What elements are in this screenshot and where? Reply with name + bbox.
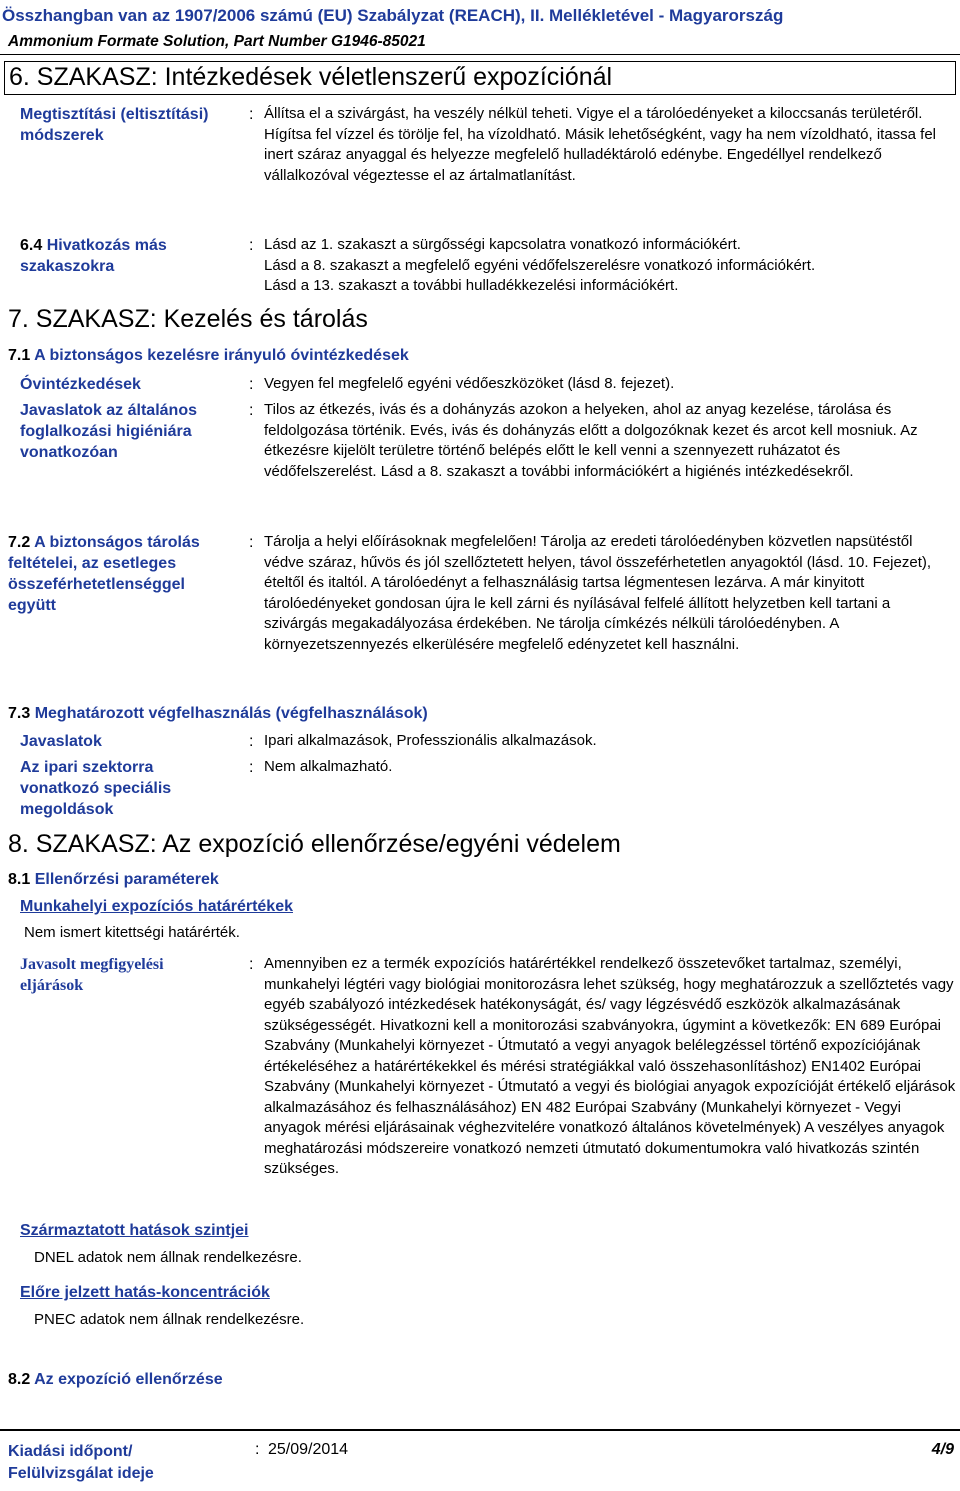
refs-label-num: 6.4 <box>20 237 43 254</box>
refs-line-1: Lásd az 1. szakaszt a sürgősségi kapcsolatra vonatkozó információkért. <box>264 236 741 253</box>
footer-colon: : <box>255 1441 260 1458</box>
section-6-title: 6. SZAKASZ: Intézkedések véletlenszerű expozíciónál <box>4 61 956 95</box>
refs-line-2: Lásd a 8. szakaszt a megfelelő egyéni védőfelszerelésre vonatkozó információkért. <box>264 256 816 274</box>
refs-label-text: Hivatkozás más szakaszokra <box>20 237 167 275</box>
s81-heading <box>8 871 219 889</box>
recommend-text: Ipari alkalmazások, Professzionális alkalmazások. <box>264 732 597 749</box>
cleanup-colon: : <box>249 106 254 123</box>
recommend-label: Javaslatok <box>20 733 102 750</box>
s82-num: 8.2 <box>8 1371 31 1388</box>
s73-num: 7.3 <box>8 705 31 722</box>
s71-text: A biztonságos kezelésre irányuló óvintézkedések <box>34 347 409 364</box>
page-number: 4/9 <box>931 1441 954 1458</box>
precautions-colon: : <box>249 376 254 393</box>
hygiene-colon: : <box>249 402 254 419</box>
monitor-text: Amennyiben ez a termék expozíciós határértékkel rendelkező összetevőket tartalmaz, személyi, munkahelyi légtéri vagy biológiai monitorozásra lehet szükség, hogy meghatározzuk a szellőztetés vagy egyéb szabályozó intézkedések hatékonyságát, és/ vagy légzésvédő eszközök alkalmazásának szükségességét. Hivatkozni kell a monitorozási szabványokra, úgymint a következők: EN 689 Európai Szabvány (Munkahelyi környezet - Útmutató a vegyi anyagok belélegzéssel történő expozíciójának értékeléséhez a határértékekkel és mérési stratégiákkal való összehasonlításhoz) EN1402 Európai Szabvány (Munkahelyi környezet - Útmutató a vegyi és biológiai anyagok expozícióját értékelő eljárások alkalmazásához és felhasználásához) EN 482 Európai Szabvány (Munkahelyi környezet - Vegyi anyagok mérési eljárásainak véghezvitelére vonatkozó általános követelmények) A veszélyes anyagok meghatározási módszereire vonatkozó nemzeti útmutató dokumentumokra való hivatkozás szintén szükséges. <box>264 955 956 1177</box>
industry-text: Nem alkalmazható. <box>264 758 393 775</box>
storage-colon: : <box>249 534 254 551</box>
oel-link[interactable]: Munkahelyi expozíciós határértékek <box>20 898 293 915</box>
cleanup-text: Állítsa el a szivárgást, ha veszély nélkül teheti. Vigye el a tárolóedényeket a kiloccsanás területéről. Hígítsa fel vízzel és törölje fel, ha vízoldható. Másik lehetőségként, vagy ha nem vízoldható, itassa fel inert száraz anyaggal és helyezze megfelelő hulladéktároló edénybe. Engedéllyel rendelkező vállalkozóval végeztesse el az ártalmatlanítást. <box>264 105 937 184</box>
section-7-title: 7. SZAKASZ: Kezelés és tárolás <box>8 305 368 333</box>
refs-text <box>264 235 956 297</box>
product-header: Ammonium Formate Solution, Part Number G1946-85021 <box>8 33 426 50</box>
s82-text: Az expozíció ellenőrzése <box>34 1371 223 1388</box>
dnel-link[interactable]: Származtatott hatások szintjei <box>20 1222 249 1239</box>
s71-num: 7.1 <box>8 347 31 364</box>
regulation-header: Összhangban van az 1907/2006 számú (EU) Szabályzat (REACH), II. Mellékletével - Magyarország <box>2 6 784 25</box>
cleanup-label: Megtisztítási (eltisztítási) módszerek <box>20 106 209 144</box>
s73-heading <box>8 705 428 723</box>
storage-text: Tárolja a helyi előírásoknak megfelelően! Tárolja az eredeti tárolóedényben közvetlen napsütéstől védve száraz, hűvös és jól szellőztetett helyen, távol összeférhetetlen anyagoktól (lásd. 10. Fejezet), ételtől és italtól. A tárolóedényt a felhasználásig tartsa légmentesen lezárva. A már kinyitott tárolóedényeket gondosan újra le kell zárni és nyílásával felfelé állított helyzetben kell tartani a szivárgás megakadályozása érdekében. Ne tárolja címkézés nélküli tárolóedényben. A környezetszennyezés elkerülésére megfelelő edényzetet kell használni. <box>264 533 932 653</box>
footer-label-line-1: Kiadási időpont/ <box>8 1443 133 1460</box>
s71-heading <box>8 347 409 365</box>
industry-colon: : <box>249 759 254 776</box>
storage-label-text: A biztonságos tárolás feltételei, az esetleges összeférhetetlenséggel együtt <box>8 534 200 614</box>
monitor-label: Javasolt megfigyelési eljárások <box>20 956 164 994</box>
s81-text: Ellenőrzési paraméterek <box>34 871 219 888</box>
pnec-link[interactable]: Előre jelzett hatás-koncentrációk <box>20 1284 270 1301</box>
refs-colon: : <box>249 237 254 254</box>
s81-num: 8.1 <box>8 871 31 888</box>
pnec-text: PNEC adatok nem állnak rendelkezésre. <box>34 1311 305 1328</box>
precautions-label: Óvintézkedések <box>20 376 141 393</box>
s82-heading <box>8 1371 223 1389</box>
storage-label-num: 7.2 <box>8 534 31 551</box>
hygiene-label: Javaslatok az általános foglalkozási higiéniára vonatkozóan <box>20 402 197 461</box>
storage-label <box>8 532 233 616</box>
refs-label <box>20 235 240 277</box>
refs-line-3: Lásd a 13. szakaszt a további hulladékkezelési információkért. <box>264 277 679 294</box>
industry-label: Az ipari szektorra vonatkozó speciális megoldások <box>20 759 172 818</box>
dnel-text: DNEL adatok nem állnak rendelkezésre. <box>34 1249 302 1266</box>
monitor-colon: : <box>249 956 254 973</box>
oel-text: Nem ismert kitettségi határérték. <box>24 924 240 941</box>
precautions-text: Vegyen fel megfelelő egyéni védőeszközöket (lásd 8. fejezet). <box>264 375 675 392</box>
header-divider <box>0 54 960 55</box>
footer-date: 25/09/2014 <box>268 1441 349 1458</box>
hygiene-text: Tilos az étkezés, ivás és a dohányzás azokon a helyeken, ahol az anyag kezelése, tárolása és feldolgozása történik. Evés, ivás és dohányzás előtt a dolgozóknak kezet és arcot kell mosniuk. Az étkezésre kijelölt területre történő belépés előtt le kell venni a szennyezett ruházatot és védőfelszerelést. Lásd a 8. szakaszt a további információkért a higiénés intézkedésekről. <box>264 401 918 480</box>
footer-divider <box>0 1429 960 1431</box>
footer-label-line-2: Felülvizsgálat ideje <box>8 1465 154 1482</box>
footer-date-label <box>8 1441 154 1485</box>
s73-text: Meghatározott végfelhasználás (végfelhasználások) <box>34 705 428 722</box>
section-8-title: 8. SZAKASZ: Az expozíció ellenőrzése/egyéni védelem <box>8 830 621 858</box>
recommend-colon: : <box>249 733 254 750</box>
